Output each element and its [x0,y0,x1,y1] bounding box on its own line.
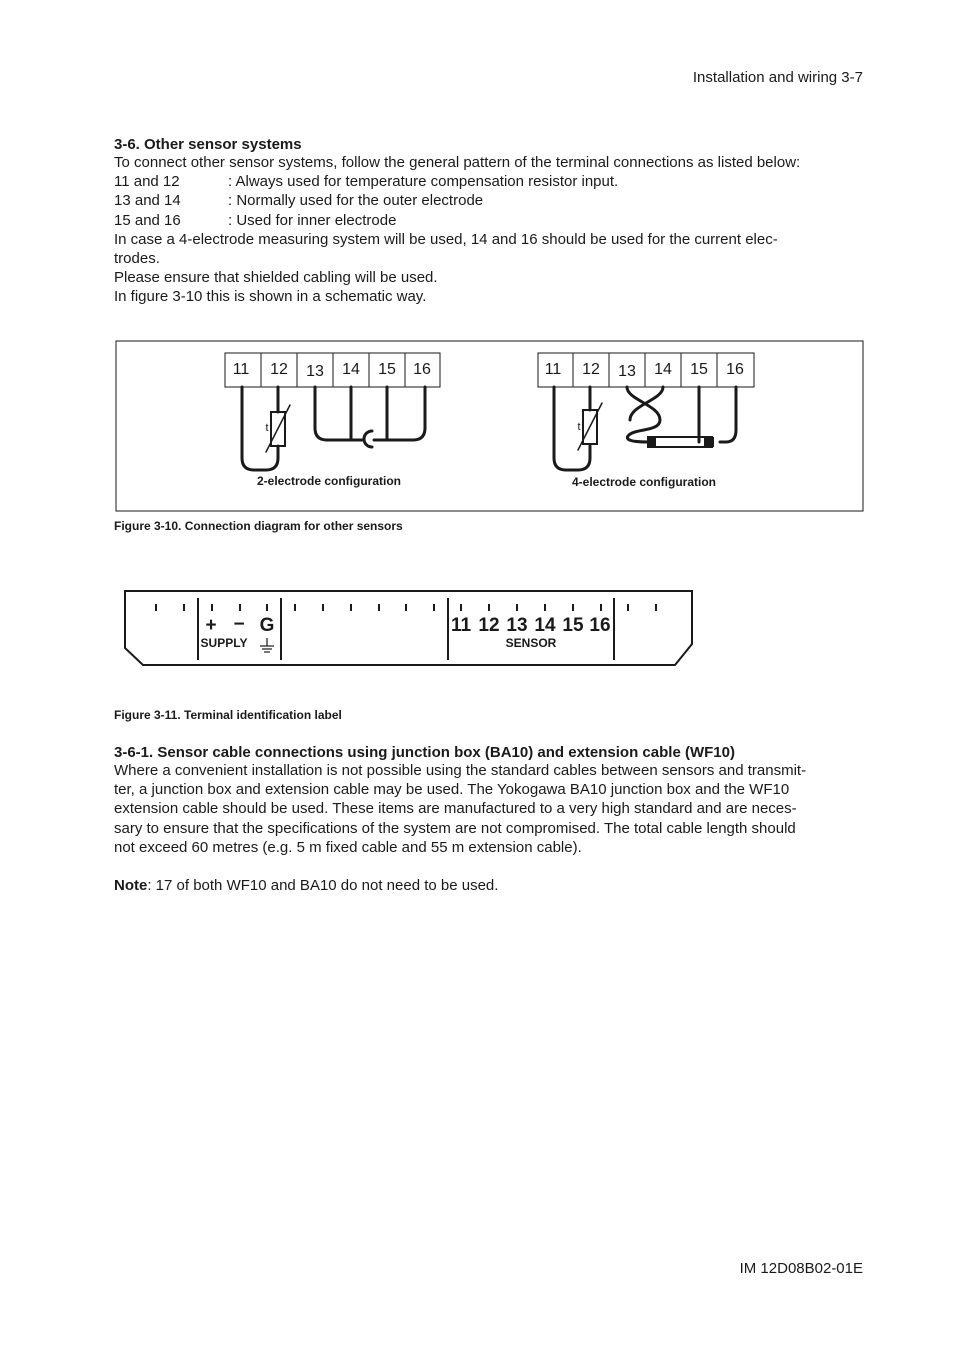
ground-icon [260,638,274,652]
paragraph-line: trodes. [114,249,160,267]
supply-symbol: G [259,615,275,636]
paragraph-line: Where a convenient installation is not possible using the standard cables between sensors and transmit- [114,762,807,779]
terminal-label: 12 [270,361,288,378]
sensor-label: SENSOR [505,636,557,650]
terminal-label: 13 [306,363,324,380]
terminal-label: 12 [582,361,600,378]
wiring-2-electrode [242,387,425,470]
terminal-label: 15 [690,361,708,378]
wiring-4-electrode [554,387,736,470]
note-text: : 17 of both WF10 and BA10 do not need to be used. [147,877,499,895]
section-junction-box [114,744,874,895]
paragraph-line: not exceed 60 metres (e.g. 5 m fixed cable and 55 m extension cable). [114,838,582,856]
section-title: 3-6-1. Sensor cable connections using junction box (BA10) and extension cable (WF10) [114,744,735,761]
figure-frame [116,341,863,511]
row-key: 11 and 12 [114,173,180,191]
tick-marks [156,604,656,611]
paragraph-line: extension cable should be used. These items are manufactured to a very high standard and are neces- [114,800,797,818]
terminal-label: 16 [726,361,744,378]
note-label: Note [114,877,148,895]
terminal-block-right [538,353,754,387]
terminal-label: 13 [618,363,636,380]
supply-symbol: + [205,615,217,636]
section-title: 3-6. Other sensor systems [114,136,302,153]
terminal-label: 14 [342,361,360,378]
paragraph-line: ter, a junction box and extension cable may be used. The Yokogawa BA10 junction box and the WF10 [114,781,790,799]
paragraph-line: In case a 4-electrode measuring system will be used, 14 and 16 should be used for the current elec- [114,230,778,248]
terminal-identification-label [0,580,954,680]
sensor-mark: t [577,421,581,433]
terminal-label: 11 [232,361,250,378]
supply-symbol: − [233,614,245,635]
sensor-mark: t [265,422,269,434]
paragraph-line: Please ensure that shielded cabling will be used. [114,269,438,287]
paragraph-line: sary to ensure that the specifications of the system are not compromised. The total cable length should [114,819,796,837]
caption-2-electrode: 2-electrode configuration [256,474,402,488]
row-key: 13 and 14 [114,192,181,210]
intro-text: To connect other sensor systems, follow the general pattern of the terminal connections as listed below: [114,154,801,171]
terminal-label: 15 [378,361,396,378]
supply-label: SUPPLY [200,636,248,650]
sensor-number: 16 [589,615,611,636]
row-value: : Always used for temperature compensation resistor input. [228,173,619,191]
row-value: : Normally used for the outer electrode [228,192,484,210]
figure-caption: Figure 3-11. Terminal identification label [114,708,342,722]
electrode-end [648,437,656,447]
sensor-number: 11 [450,615,472,636]
page-footer: IM 12D08B02-01E [739,1260,863,1277]
sensor-number: 14 [534,615,556,636]
sensor-number: 15 [562,615,584,636]
sensor-number: 13 [506,615,528,636]
sensor-number: 12 [478,615,500,636]
terminal-block-left [225,353,440,387]
caption-4-electrode: 4-electrode configuration [571,475,717,489]
row-key: 15 and 16 [114,211,181,229]
terminal-label: 14 [654,361,672,378]
electrode-end [704,437,714,447]
figure-caption: Figure 3-10. Connection diagram for other sensors [114,519,403,533]
connection-diagram [0,0,954,530]
note [114,876,874,895]
terminal-label: 11 [544,361,562,378]
row-value: : Used for inner electrode [228,211,397,229]
paragraph-line: In figure 3-10 this is shown in a schematic way. [114,288,427,306]
terminal-label: 16 [413,361,431,378]
page-header: Installation and wiring 3-7 [692,69,863,86]
